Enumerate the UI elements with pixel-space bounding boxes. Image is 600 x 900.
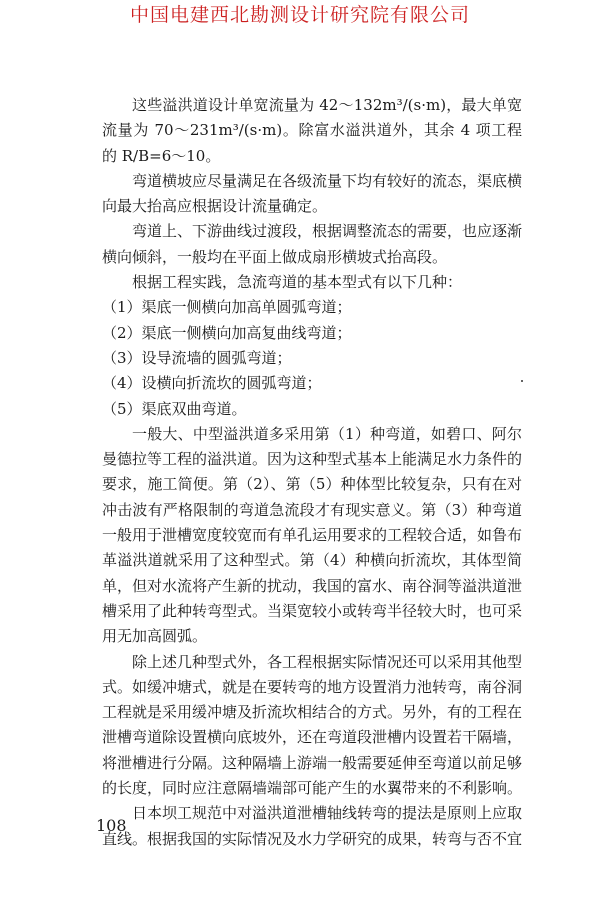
list-item: （4）设横向折流坎的圆弧弯道； (102, 374, 322, 393)
paragraph: 除上述几种型式外，各工程根据实际情况还可以采用其他型式。如缓冲塘式，就是在要转弯的地方设置消力池转弯，南谷洞工程就是采用缓冲塘及折流坎相结合的方式。另外，有的工程在泄槽弯道除设置横向底坡外，还在弯道段泄槽内设置若干隔墙，将泄槽进行分隔。这种隔墙上游端一般需要延伸至弯道以前足够的长度，同时应注意隔墙端部可能产生的水翼带来的不利影响。 (102, 652, 523, 798)
paragraph: 一般大、中型溢洪道多采用第（1）种弯道，如碧口、阿尔曼德拉等工程的溢洪道。因为这种型式基本上能满足水力条件的要求，施工简便。第（2）、第（5）种体型比较复杂，只有在对冲击波有严格限制的弯道急流段才有现实意义。第（3）种弯道一般用于泄槽宽度较宽而有单孔运用要求的工程较合适，如鲁布革溢洪道就采用了这种型式。第（4）种横向折流坎，其体型简单，但对水流将产生新的扰动，我国的富水、南谷洞等溢洪道泄槽采用了此种转弯型式。当渠宽较小或转弯半径较大时，也可采用无加高圆弧。 (102, 424, 523, 646)
page-header-publisher: 中国电建西北勘测设计研究院有限公司 (129, 4, 470, 26)
paragraph: 这些溢洪道设计单宽流量为 42～132m³/(s·m)，最大单宽流量为 70～231m³/(s·m)。除富水溢洪道外，其余 4 项工程的 R/B=6～10。 (102, 96, 522, 165)
list-item: （3）设导流墙的圆弧弯道； (102, 348, 292, 367)
list-item: （5）渠底双曲弯道。 (102, 399, 247, 418)
paragraph: 根据工程实践，急流弯道的基本型式有以下几种： (132, 273, 463, 292)
paragraph: 弯道上、下游曲线过渡段，根据调整流态的需要，也应逐渐横向倾斜，一般均在平面上做成扇形横坡式抬高段。 (102, 222, 523, 266)
print-speck (521, 380, 523, 382)
paragraph: 日本坝工规范中对溢洪道泄槽轴线转弯的提法是原则上应取直线。根据我国的实际情况及水力学研究的成果，转弯与否不宜 (102, 804, 523, 848)
page-number: 108 (96, 816, 127, 835)
list-item: （2）渠底一侧横向加高复曲线弯道； (102, 323, 352, 342)
paragraph: 弯道横坡应尽量满足在各级流量下均有较好的流态，渠底横向最大抬高应根据设计流量确定。 (102, 171, 523, 216)
body-text (102, 93, 522, 852)
list-item: （1）渠底一侧横向加高单圆弧弯道； (102, 298, 352, 317)
